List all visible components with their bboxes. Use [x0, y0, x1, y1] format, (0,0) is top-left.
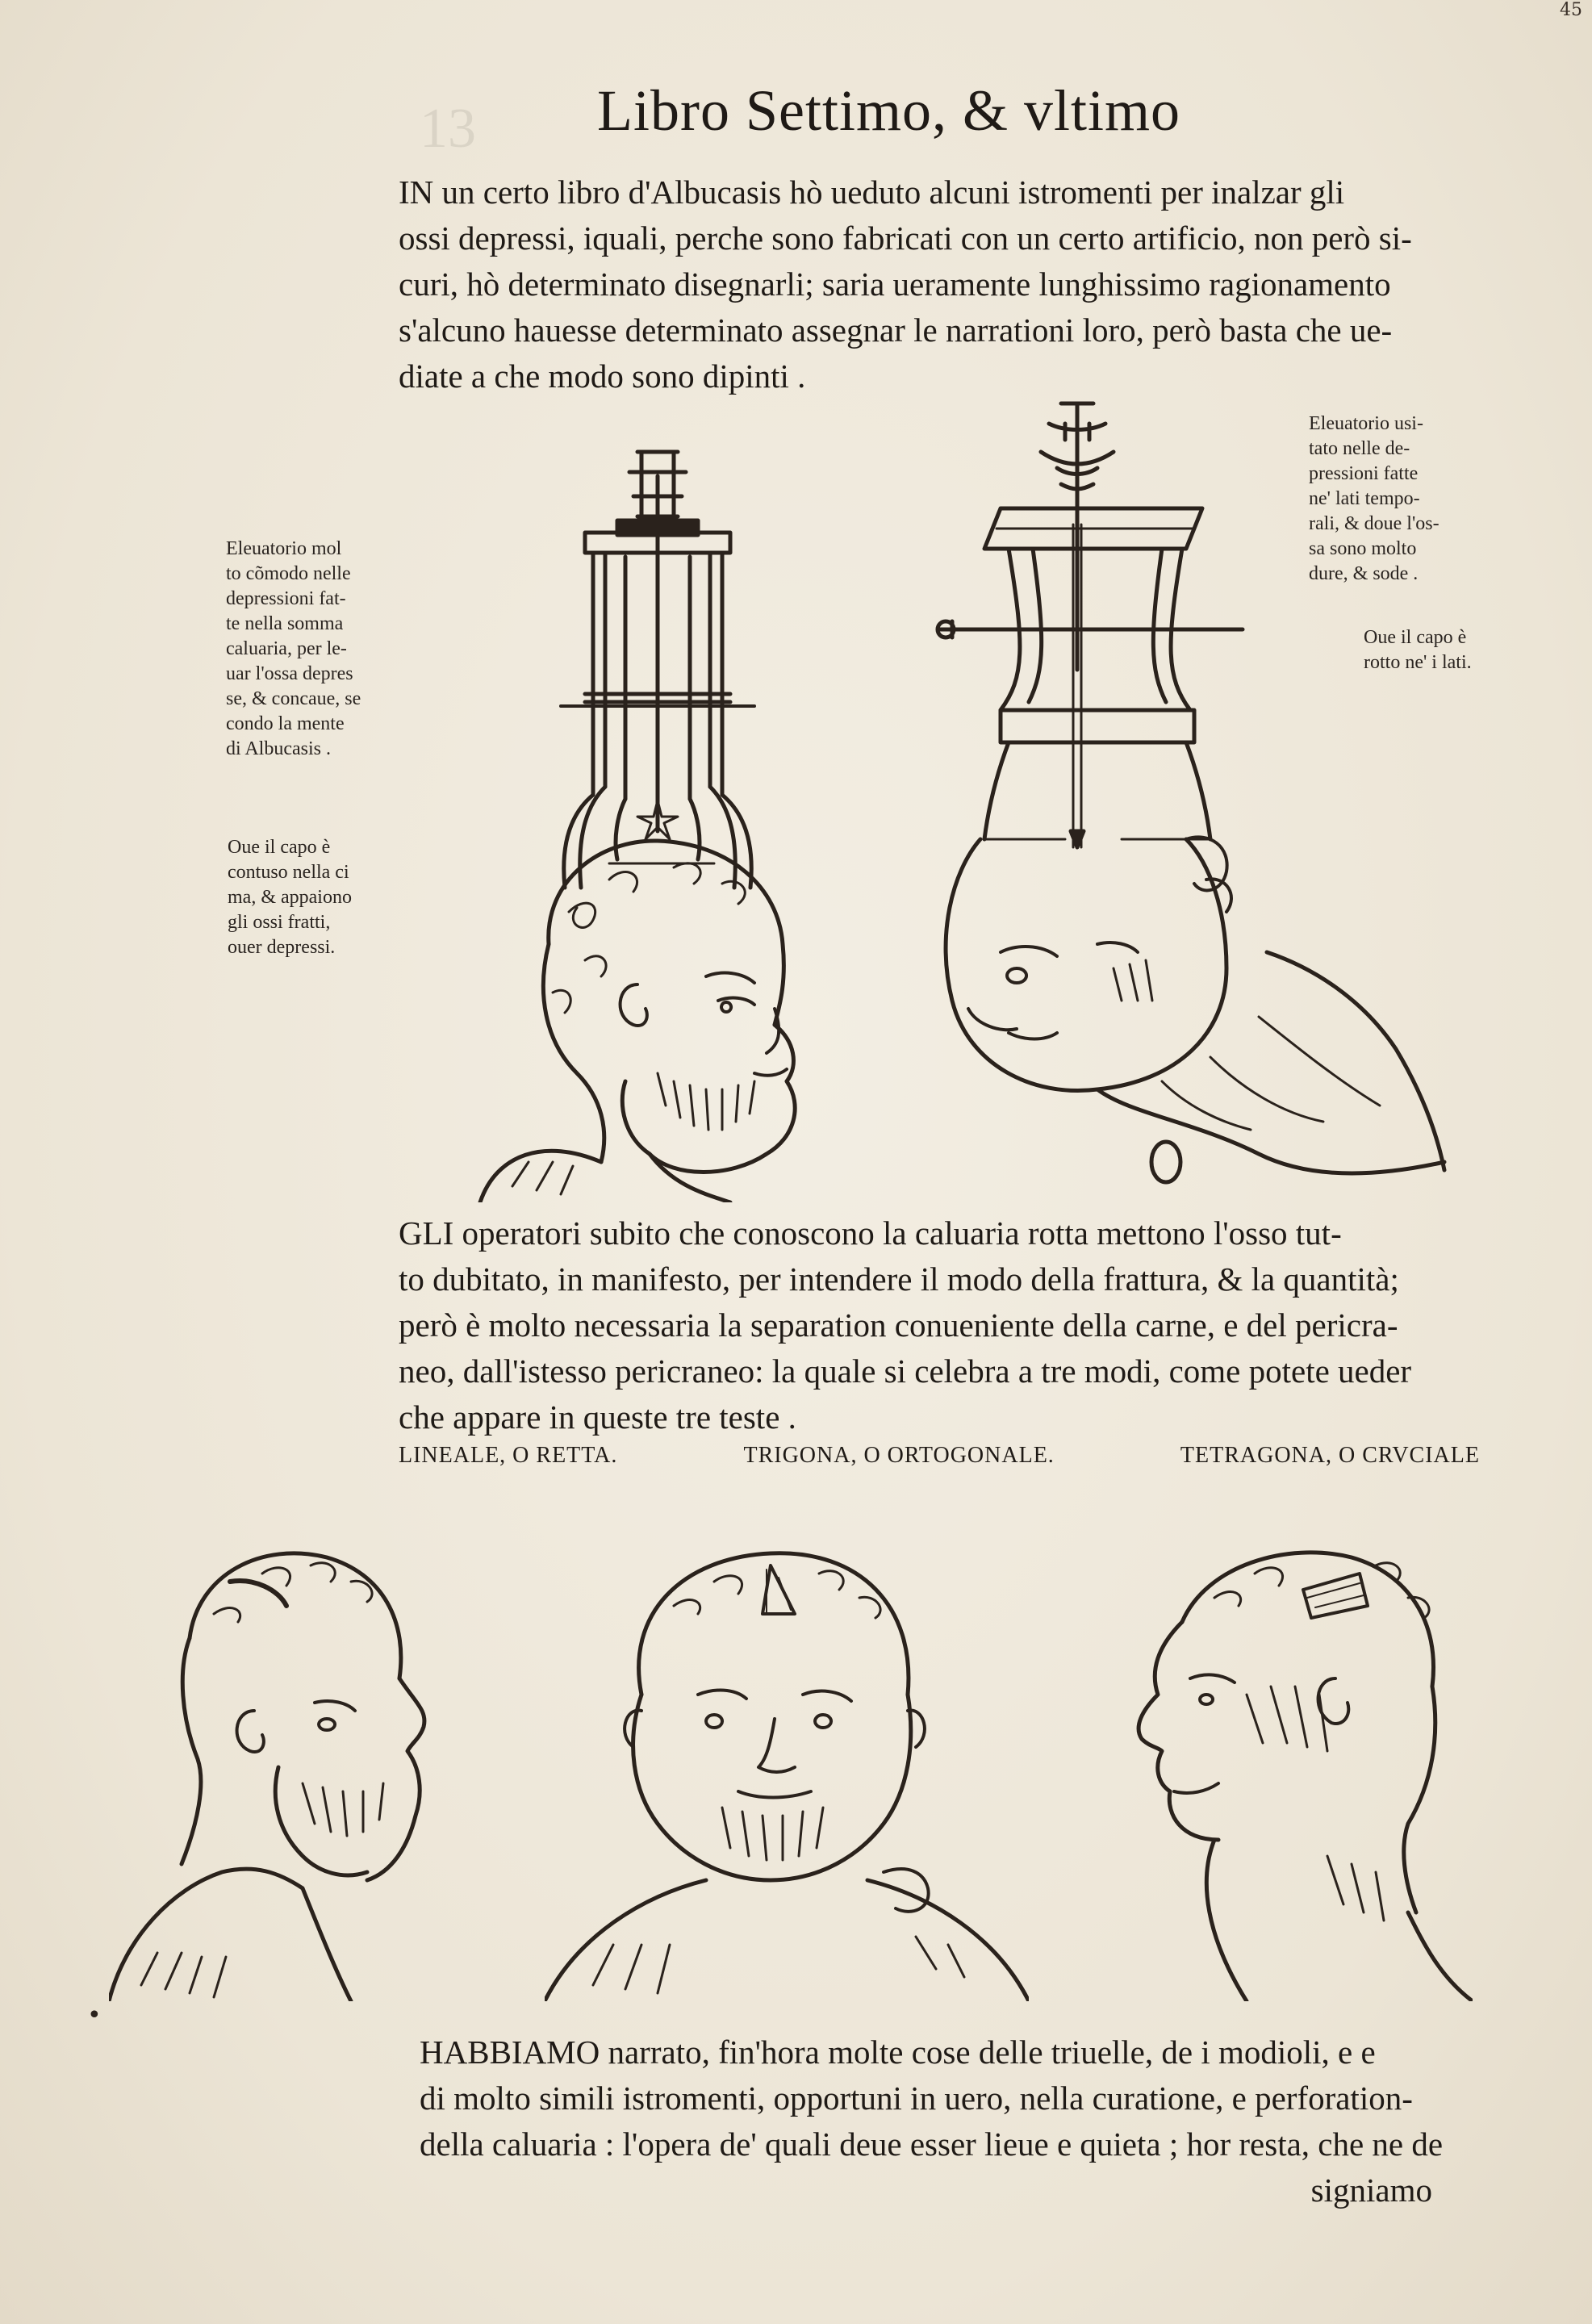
corner-mark: 45 — [1560, 0, 1582, 20]
woodcut-head-tetragonal-incision — [1085, 1517, 1473, 2001]
caption-line: te nella somma — [226, 613, 344, 634]
woodcut-youth-with-elevator — [920, 387, 1485, 1202]
left-caption — [226, 537, 403, 762]
caption-line: se, & concaue, se — [226, 688, 361, 709]
paragraph-line: curi, hò determinato disegnarli; saria ueramente lunghissimo ragionamento — [399, 265, 1391, 303]
caption-line: rotto ne' i lati. — [1364, 652, 1472, 673]
caption-line: Eleuatorio usi- — [1309, 413, 1423, 434]
paragraph-line: IN un certo libro d'Albucasis hò ueduto alcuni istromenti per inalzar gli — [399, 173, 1345, 211]
caption-line: caluaria, per le- — [226, 638, 347, 659]
paragraph-line: neo, dall'istesso pericraneo: la quale si celebra a tre modi, come potete ueder — [399, 1352, 1412, 1390]
label-trigona: TRIGONA, O ORTOGONALE. — [743, 1443, 1055, 1468]
caption-line: rali, & doue l'os- — [1309, 513, 1439, 534]
caption-line: di Albucasis . — [226, 738, 331, 759]
caption-line: uar l'ossa depres — [226, 663, 353, 684]
paragraph-line: ossi depressi, iquali, perche sono fabricati con un certo artificio, non però si- — [399, 219, 1412, 257]
paragraph-line: però è molto necessaria la separation conueniente della carne, e del pericra- — [399, 1306, 1398, 1344]
ghost-folio: 13 — [420, 98, 476, 160]
caption-line: condo la mente — [226, 713, 345, 734]
left-caption-note — [228, 835, 405, 960]
paragraph-line: GLI operatori subito che conoscono la caluaria rotta mettono l'osso tut- — [399, 1214, 1342, 1252]
running-title: Libro Settimo, & vltimo — [597, 78, 1180, 143]
caption-line: sa sono molto — [1309, 538, 1417, 559]
paragraph-line: HABBIAMO narrato, fin'hora molte cose delle triuelle, de i modioli, e e — [420, 2034, 1376, 2071]
paragraph-line: della caluaria : l'opera de' quali deue esser lieue e quieta ; hor resta, che ne de — [420, 2125, 1444, 2163]
woodcut-head-linear-incision — [109, 1517, 488, 2001]
caption-line: Eleuatorio mol — [226, 538, 342, 559]
paragraph-line: di molto simili istromenti, opportuni in uero, nella curatione, e perforation- — [420, 2079, 1413, 2117]
caption-line: Oue il capo è — [1364, 627, 1467, 648]
caption-line: depressioni fat- — [226, 588, 346, 609]
caption-line: Oue il capo è — [228, 837, 331, 858]
label-lineale: LINEALE, O RETTA. — [399, 1443, 618, 1468]
woodcut-bearded-man-with-elevator — [464, 428, 851, 1202]
paragraph-line: s'alcuno hauesse determinato assegnar le narrationi loro, però basta che ue- — [399, 311, 1393, 349]
incision-labels — [399, 1443, 1480, 1469]
caption-line: tato nelle de- — [1309, 438, 1410, 459]
caption-line: to cõmodo nelle — [226, 563, 351, 584]
paragraph-line: signiamo — [1310, 2171, 1432, 2209]
intro-paragraph — [399, 169, 1480, 399]
woodcut-head-trigonal-incision — [545, 1517, 1029, 2001]
caption-line: gli ossi fratti, — [228, 912, 331, 933]
paragraph-line: che appare in queste tre teste . — [399, 1398, 796, 1436]
caption-line: pressioni fatte — [1309, 463, 1419, 484]
paragraph-line: to dubitato, in manifesto, per intendere il modo della frattura, & la quantità; — [399, 1260, 1399, 1298]
middle-paragraph — [399, 1210, 1480, 1440]
paragraph-line: diate a che modo sono dipinti . — [399, 357, 806, 395]
caption-line: ne' lati tempo- — [1309, 488, 1420, 509]
label-tetragona: TETRAGONA, O CRVCIALE — [1180, 1443, 1480, 1468]
caption-line: ma, & appaiono — [228, 887, 352, 908]
caption-line: contuso nella ci — [228, 862, 349, 883]
caption-line: dure, & sode . — [1309, 563, 1419, 584]
caption-line: ouer depressi. — [228, 937, 336, 958]
closing-paragraph — [420, 2029, 1481, 2213]
print-mark: • — [87, 2001, 102, 2029]
